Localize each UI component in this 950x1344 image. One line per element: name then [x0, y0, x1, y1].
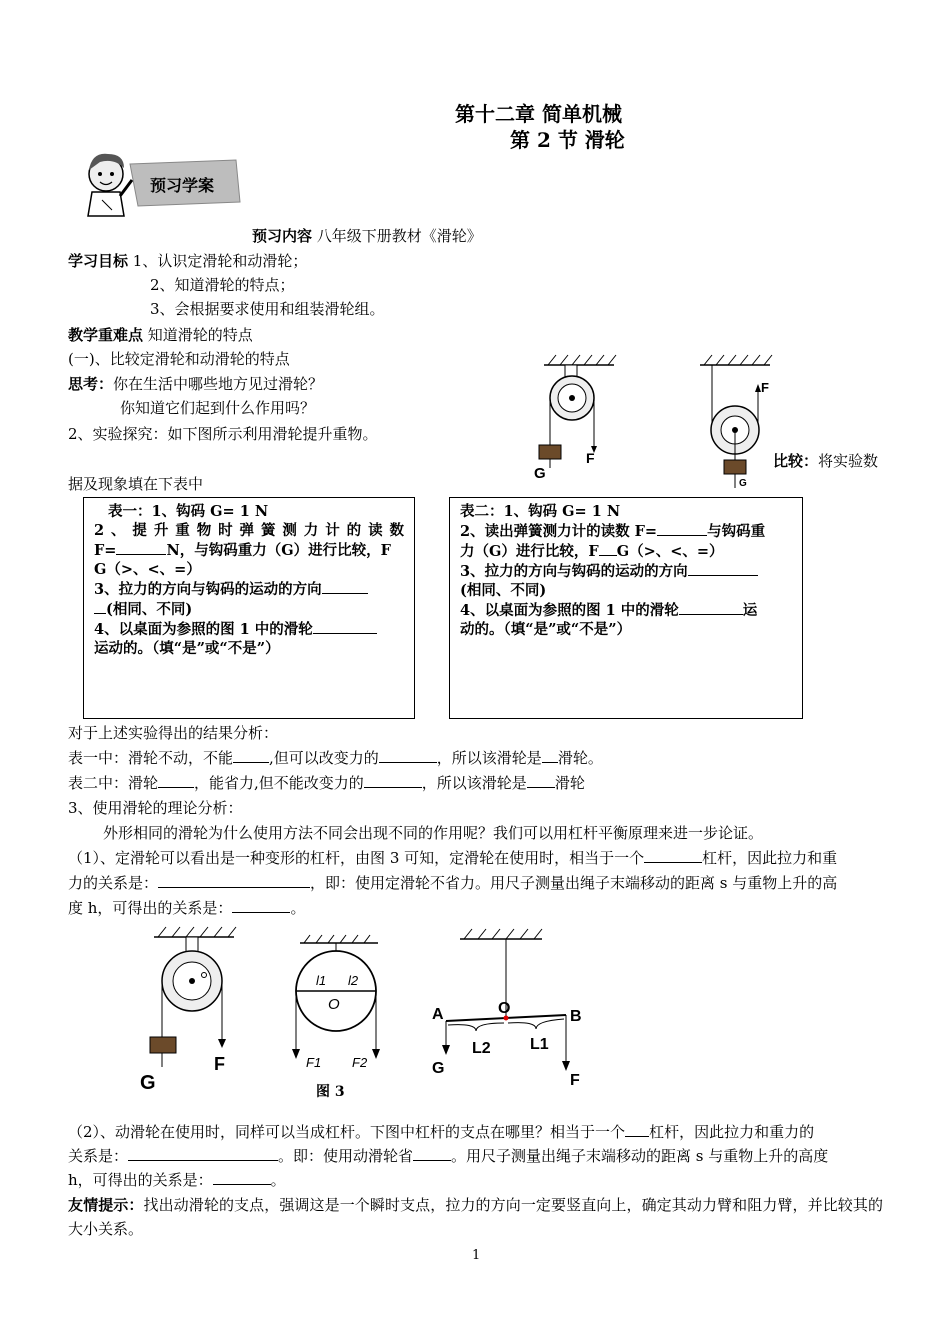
- fig3-label-g: G: [140, 1072, 156, 1094]
- fig3-label-L1: L1: [530, 1036, 549, 1053]
- label-f-1: F: [586, 450, 595, 466]
- analysis-table1: 表一中：滑轮不动，不能 ,但可以改变力的 ，所以该滑轮是 滑轮。: [68, 749, 603, 767]
- blank[interactable]: [158, 773, 194, 788]
- think-q1: 你在生活中哪些地方见过滑轮？: [113, 375, 324, 393]
- t1-line: G（>、<、=）: [94, 561, 201, 578]
- t1-line: 表一：1、钩码 G= 1 N: [108, 503, 269, 520]
- part1-heading: (一)、比较定滑轮和动滑轮的特点: [68, 350, 290, 368]
- blank[interactable]: [542, 748, 558, 763]
- blank[interactable]: [625, 1122, 649, 1137]
- t2-line: 4、以桌面为参照的图 1 中的滑轮 运: [460, 602, 758, 619]
- t2-line: 表二：1、钩码 G= 1 N: [460, 503, 621, 520]
- part2-line3: h，可得出的关系是： 。: [68, 1171, 286, 1189]
- t1-line: F= N，与钩码重力（G）进行比较，F: [94, 542, 391, 559]
- figure-3-caption: 图 3: [316, 1084, 345, 1100]
- goals-label: 学习目标: [68, 252, 129, 270]
- preview-line: [252, 225, 482, 246]
- tip-text: 找出动滑轮的支点，强调这是一个瞬时支点，拉力的方向一定要竖直向上，确定其动力臂和阻力臂，并比较其的大小关系。: [68, 1196, 883, 1238]
- t2-compare-blank[interactable]: [599, 541, 617, 556]
- t2-line: 3、拉力的方向与钩码的运动的方向: [460, 561, 792, 581]
- theory-p1-line3: 度 h，可得出的关系是： 。: [68, 899, 306, 917]
- blank[interactable]: [128, 1146, 278, 1161]
- t1-line: 4、以桌面为参照的图 1 中的滑轮: [94, 619, 404, 639]
- label-g-1: G: [534, 465, 546, 482]
- analysis-intro: 对于上述实验得出的结果分析：: [68, 724, 279, 742]
- chapter-title: 第十二章 简单机械: [455, 102, 622, 126]
- t1-line: 3、拉力的方向与钩码的运动的方向: [94, 579, 404, 599]
- fig3-label-b: B: [570, 1008, 582, 1025]
- theory-intro: 外形相同的滑轮为什么使用方法不同会出现不同的作用呢？我们可以用杠杆平衡原理来进一步论证。: [103, 824, 764, 842]
- goal-item: 3、会根据要求使用和组装滑轮组。: [150, 300, 385, 318]
- blank[interactable]: [527, 773, 555, 788]
- part2-line1: （2）、动滑轮在使用时，同样可以当成杠杆。下图中杠杆的支点在哪里？相当于一个 杠杆，因此拉力和重力的: [68, 1123, 815, 1141]
- blank[interactable]: [213, 1170, 271, 1185]
- part2-line2: 关系是： 。即：使用动滑轮省 。用尺子测量出绳子末端移动的距离 s 与重物上升的高度: [68, 1147, 829, 1165]
- t1-move-blank[interactable]: [313, 619, 377, 634]
- fig3-label-l2: l2: [348, 973, 359, 988]
- compare-text: 将实验数: [818, 452, 879, 470]
- think-label: 思考：: [68, 375, 114, 393]
- fig3-label-L2: L2: [472, 1040, 491, 1057]
- t2-line: 2、读出弹簧测力计的读数 F= 与钩码重: [460, 523, 766, 540]
- t2-f-blank[interactable]: [657, 521, 707, 536]
- page-number: 1: [472, 1248, 481, 1263]
- fig3-label-f3: F: [570, 1072, 580, 1089]
- t2-line: 动的。（填“是”或“不是”）: [460, 621, 632, 638]
- t1-line: 2、提升重物时弹簧测力计的读数: [94, 522, 404, 539]
- analysis-table2: 表二中：滑轮 ，能省力,但不能改变力的 ，所以该滑轮是 滑轮: [68, 774, 585, 792]
- t2-move-blank[interactable]: [679, 600, 743, 615]
- label-g-2: G: [739, 478, 747, 489]
- theory-heading: 3、使用滑轮的理论分析：: [68, 799, 243, 817]
- figure-3: [130, 925, 610, 1105]
- fig3-label-l1: l1: [316, 973, 327, 988]
- table-two-box: [449, 497, 803, 719]
- key-point-line: [68, 324, 253, 345]
- table-one-box: [83, 497, 415, 719]
- goal-item: 2、知道滑轮的特点；: [150, 276, 295, 294]
- compare-label: 比较：: [773, 452, 819, 470]
- fig3-label-o: O: [328, 996, 340, 1013]
- blank[interactable]: [364, 773, 422, 788]
- blank[interactable]: [379, 748, 437, 763]
- t2-direction-blank[interactable]: [688, 561, 758, 576]
- t2-line: 力（G）进行比较，F G（>、<、=）: [460, 543, 724, 560]
- blank[interactable]: [413, 1146, 451, 1161]
- goal-item: 1、认识定滑轮和动滑轮；: [132, 252, 308, 270]
- t2-line: (相同、不同): [460, 582, 547, 599]
- t1-direction-blank-2[interactable]: [94, 599, 106, 614]
- theory-p1-line1: （1）、定滑轮可以看出是一种变形的杠杆，由图 3 可知，定滑轮在使用时，相当于一个 杠杆，因此拉力和重: [68, 849, 838, 867]
- badge-label: 预习学案: [150, 176, 215, 195]
- blank[interactable]: [233, 748, 269, 763]
- label-f-2: F: [761, 380, 769, 395]
- key-point-text: 知道滑轮的特点: [147, 326, 253, 344]
- t1-line: (相同、不同): [94, 599, 404, 619]
- fig3-label-f2: F2: [352, 1055, 368, 1070]
- t1-line: 运动的。（填“是”或“不是”）: [94, 640, 280, 657]
- force-relation-blank[interactable]: [158, 873, 310, 888]
- tip-paragraph: [68, 1193, 883, 1241]
- goals-line-1: [68, 250, 307, 271]
- fig3-label-f: F: [214, 1054, 225, 1074]
- preview-label: 预习内容: [252, 227, 313, 245]
- t1-direction-blank[interactable]: [322, 579, 368, 594]
- fig3-label-f1: F1: [306, 1055, 322, 1070]
- think-q2: 你知道它们起到什么作用吗？: [120, 399, 316, 417]
- distance-relation-blank[interactable]: [232, 898, 290, 913]
- t1-f-blank[interactable]: [116, 540, 166, 555]
- theory-p1-line2: 力的关系是： ，即：使用定滑轮不省力。用尺子测量出绳子末端移动的距离 s 与重物上升的高: [68, 874, 838, 892]
- preview-text: 八年级下册教材《滑轮》: [316, 227, 482, 245]
- compare-line: [773, 450, 878, 471]
- fig3-label-g2: G: [432, 1060, 445, 1077]
- section-title: 第 2 节 滑轮: [510, 128, 625, 152]
- fig3-label-o2: O: [498, 1000, 511, 1017]
- lever-type-blank[interactable]: [644, 848, 702, 863]
- pulley-experiment-figure: [530, 350, 790, 495]
- experiment-line: 2、实验探究：如下图所示利用滑轮提升重物。: [68, 425, 378, 443]
- experiment-continuation: 据及现象填在下表中: [68, 475, 204, 493]
- tip-label: 友情提示：: [68, 1196, 144, 1214]
- key-point-label: 教学重难点: [68, 326, 144, 344]
- think-line: [68, 373, 323, 394]
- fig3-label-a: A: [432, 1006, 444, 1023]
